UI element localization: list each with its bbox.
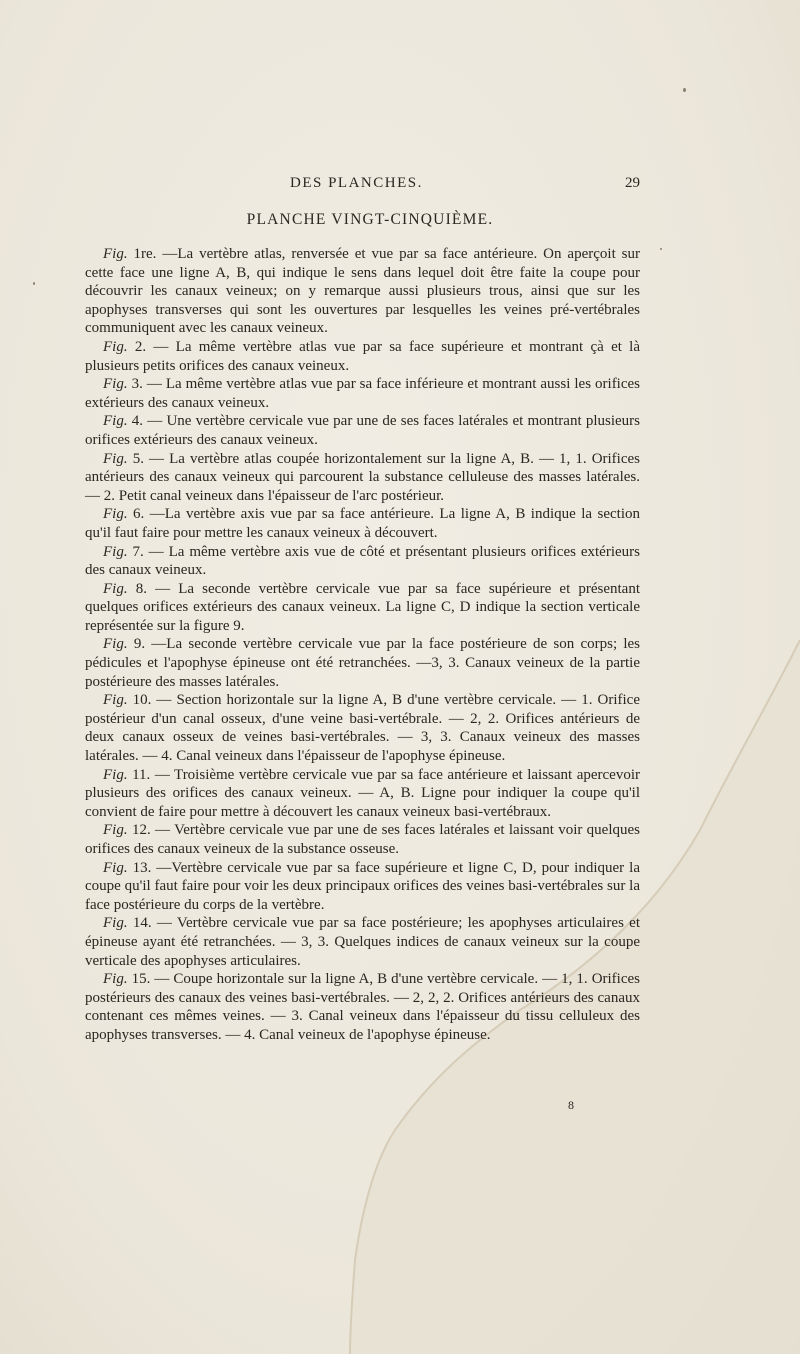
figure-description: — La même vertèbre axis vue de côté et présentant plusieurs orifices extérieurs des canaux veineux. <box>85 543 640 579</box>
figure-description: — Section horizontale sur la ligne A, B d'une vertèbre cervicale. — 1. Orifice postérieur d'un canal osseux, d'une veine basi-vertébrale. — 2, 2. Orifices antérieurs de deux canaux osseux de veines basi-vertébrales. — 3, 3. Canaux veineux des masses latérales. — 4. Canal veineux dans l'épaisseur de l'apophyse épineuse. <box>85 692 640 765</box>
figure-paragraph <box>85 375 640 412</box>
figure-number: 10. <box>132 692 152 709</box>
figure-paragraph <box>85 543 640 580</box>
figure-paragraph <box>85 338 640 375</box>
figure-description: — La même vertèbre atlas vue par sa face inférieure et montrant aussi les orifices extérieurs des canaux veineux. <box>85 376 641 411</box>
figure-paragraph <box>85 691 640 765</box>
figure-number: 13. <box>132 859 152 876</box>
figure-paragraph <box>85 970 640 1044</box>
figure-description: — Vertèbre cervicale vue par une de ses faces latérales et laissant voir quelques orifices des canaux veineux de la substance osseuse. <box>85 822 641 857</box>
figure-description: — La même vertèbre atlas vue par sa face supérieure et montrant çà et là plusieurs petits orifices des canaux veineux. <box>85 338 641 374</box>
figure-label: Fig. <box>103 506 128 523</box>
figure-label: Fig. <box>103 543 128 560</box>
figure-number: 12. <box>131 822 151 839</box>
figure-description: —Vertèbre cervicale vue par sa face supérieure et ligne C, D, pour indiquer la coupe qu'il faut faire pour voir les deux principaux orifices des veines basi-vertébrales sur la face postérieure du corps de la vertèbre. <box>85 859 641 913</box>
figure-description: — Coupe horizontale sur la ligne A, B d'une vertèbre cervicale. — 1, 1. Orifices postérieurs des canaux des veines basi-vertébrales. — 2, 2, 2. Orifices antérieurs des canaux contenant ces mêmes veines. — 3. Canal veineux dans l'épaisseur du tissu celluleux des apophyses transverses. — 4. Canal veineux de l'apophyse épineuse. <box>85 971 640 1043</box>
figure-label: Fig. <box>103 580 128 597</box>
figure-label: Fig. <box>103 246 128 262</box>
running-head <box>100 175 640 195</box>
figure-paragraph <box>85 505 640 542</box>
figure-description: — La vertèbre atlas coupée horizontalement sur la ligne A, B. — 1, 1. Orifices antérieurs des canaux veineux qui parcourent la substance celluleuse des masses latérales. — 2. Petit canal veineux dans l'épaisseur de l'arc postérieur. <box>85 450 640 504</box>
running-head-title: DES PLANCHES. <box>290 175 423 191</box>
figure-label: Fig. <box>103 450 128 467</box>
figure-number: 7. <box>132 543 144 560</box>
figure-description: — Troisième vertèbre cervicale vue par sa face antérieure et laissant apercevoir plusieurs des orifices des canaux veineux. — A, B. Ligne pour indiquer la coupe qu'il convient de faire pour mettre à découvert les canaux veineux basi-vertébraux. <box>85 766 640 820</box>
figure-paragraph <box>85 914 640 970</box>
speck-decoration <box>660 248 662 250</box>
figure-number: 1re. <box>133 246 157 262</box>
figure-label: Fig. <box>103 692 128 709</box>
figure-paragraph <box>85 450 640 506</box>
figure-number: 6. <box>133 506 145 523</box>
figure-label: Fig. <box>103 859 128 876</box>
figure-label: Fig. <box>103 822 128 839</box>
figure-number: 9. <box>133 636 146 653</box>
figure-description: —La seconde vertèbre cervicale vue par la face postérieure de son corps; les pédicules et l'apophyse épineuse ont été retranchées. —3, 3. Canaux veineux de la partie postérieure des masses latérales. <box>85 636 641 690</box>
signature-mark: 8 <box>568 1098 574 1112</box>
figure-descriptions <box>85 245 640 1045</box>
figure-description: — Une vertèbre cervicale vue par une de ses faces latérales et montrant plusieurs orifices extérieurs des canaux veineux. <box>85 413 640 448</box>
figure-paragraph <box>85 245 640 338</box>
plate-title: PLANCHE VINGT-CINQUIÈME. <box>246 211 494 228</box>
figure-number: 3. <box>131 376 143 393</box>
figure-number: 11. <box>132 766 151 783</box>
figure-label: Fig. <box>103 636 128 653</box>
figure-number: 5. <box>132 450 144 467</box>
figure-paragraph <box>85 635 640 691</box>
figure-number: 15. <box>131 971 151 988</box>
figure-description: — Vertèbre cervicale vue par sa face postérieure; les apophyses articulaires et épineuse ayant été retranchées. — 3, 3. Quelques indices de canaux veineux sur la coupe verticale des apophyses articulaires. <box>85 915 640 969</box>
figure-description: —La vertèbre atlas, renversée et vue par sa face antérieure. On aperçoit sur cette face une ligne A, B, qui indique le sens dans lequel doit être faite la coupe pour découvrir les canaux veineux; on y remarque aussi plusieurs trous, ainsi que sur les apophyses transverses qui sont les ouvertures par lesquelles les veines pré-vertébrales communiquent avec les canaux veineux. <box>85 246 641 337</box>
figure-number: 4. <box>131 413 144 430</box>
figure-label: Fig. <box>103 971 128 988</box>
figure-number: 2. <box>134 338 147 355</box>
page-number: 29 <box>625 175 640 191</box>
figure-paragraph <box>85 859 640 915</box>
figure-paragraph <box>85 580 640 636</box>
figure-label: Fig. <box>103 915 128 932</box>
figure-label: Fig. <box>103 413 128 430</box>
figure-description: — La seconde vertèbre cervicale vue par sa face supérieure et présentant quelques orifices extérieurs des canaux veineux. La ligne C, D indique la section verticale représentée sur la figure 9. <box>85 580 640 634</box>
figure-paragraph <box>85 821 640 858</box>
figure-label: Fig. <box>103 766 128 783</box>
figure-paragraph <box>85 412 640 449</box>
figure-paragraph <box>85 766 640 822</box>
figure-description: —La vertèbre axis vue par sa face antérieure. La ligne A, B indique la section qu'il faut faire pour mettre les canaux veineux à découvert. <box>85 506 640 541</box>
figure-label: Fig. <box>103 338 128 355</box>
figure-number: 8. <box>135 580 147 597</box>
figure-number: 14. <box>132 915 152 932</box>
figure-label: Fig. <box>103 376 128 393</box>
speck-decoration <box>683 88 686 92</box>
speck-decoration <box>33 282 35 285</box>
